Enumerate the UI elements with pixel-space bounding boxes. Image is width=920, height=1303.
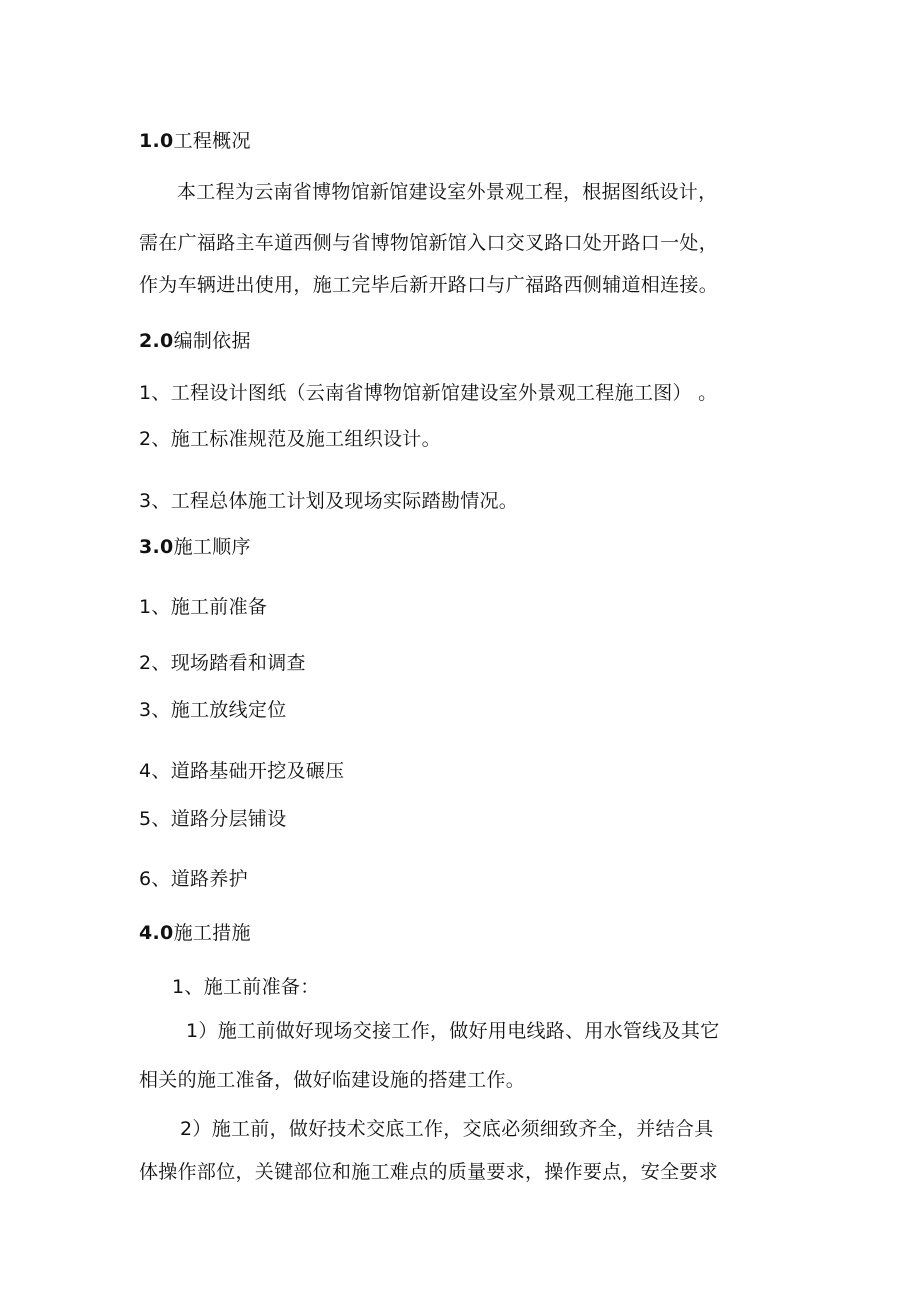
section-number: 1.0 bbox=[139, 130, 174, 152]
basis-item-2: 2、施工标准规范及施工组织设计。 bbox=[139, 428, 441, 450]
sequence-item-3: 3、施工放线定位 bbox=[139, 699, 287, 721]
section-number: 4.0 bbox=[139, 922, 174, 944]
measure-subheading-1: 1、施工前准备： bbox=[172, 976, 320, 998]
measure-p1-line-1: 1）施工前做好现场交接工作，做好用电线路、用水管线及其它 bbox=[186, 1020, 720, 1042]
sequence-item-5: 5、道路分层铺设 bbox=[139, 808, 287, 830]
sequence-item-1: 1、施工前准备 bbox=[139, 596, 268, 618]
basis-item-1: 1、工程设计图纸（云南省博物馆新馆建设室外景观工程施工图） 。 bbox=[139, 382, 718, 404]
measure-p2-line-2: 体操作部位，关键部位和施工难点的质量要求，操作要点，安全要求 bbox=[139, 1161, 719, 1183]
section-heading-2 bbox=[139, 329, 251, 353]
sequence-item-6: 6、道路养护 bbox=[139, 868, 248, 890]
section-heading-3 bbox=[139, 535, 251, 559]
section-number: 3.0 bbox=[139, 536, 174, 558]
section-title: 编制依据 bbox=[173, 330, 251, 352]
overview-line-2: 需在广福路主车道西侧与省博物馆新馆入口交叉路口处开路口一处， bbox=[139, 232, 719, 254]
overview-line-1: 本工程为云南省博物馆新馆建设室外景观工程，根据图纸设计， bbox=[177, 181, 718, 203]
section-heading-1 bbox=[139, 129, 251, 153]
section-heading-4 bbox=[139, 921, 251, 945]
basis-item-3: 3、工程总体施工计划及现场实际踏勘情况。 bbox=[139, 490, 519, 512]
overview-line-3: 作为车辆进出使用，施工完毕后新开路口与广福路西侧辅道相连接。 bbox=[139, 274, 719, 296]
section-title: 施工措施 bbox=[173, 922, 251, 944]
sequence-item-2: 2、现场踏看和调查 bbox=[139, 652, 306, 674]
section-title: 施工顺序 bbox=[173, 536, 251, 558]
section-number: 2.0 bbox=[139, 330, 174, 352]
sequence-item-4: 4、道路基础开挖及碾压 bbox=[139, 760, 345, 782]
measure-p2-line-1: 2）施工前，做好技术交底工作，交底必须细致齐全，并结合具 bbox=[180, 1118, 714, 1140]
measure-p1-line-2: 相关的施工准备，做好临建设施的搭建工作。 bbox=[139, 1069, 526, 1091]
section-title: 工程概况 bbox=[173, 130, 251, 152]
